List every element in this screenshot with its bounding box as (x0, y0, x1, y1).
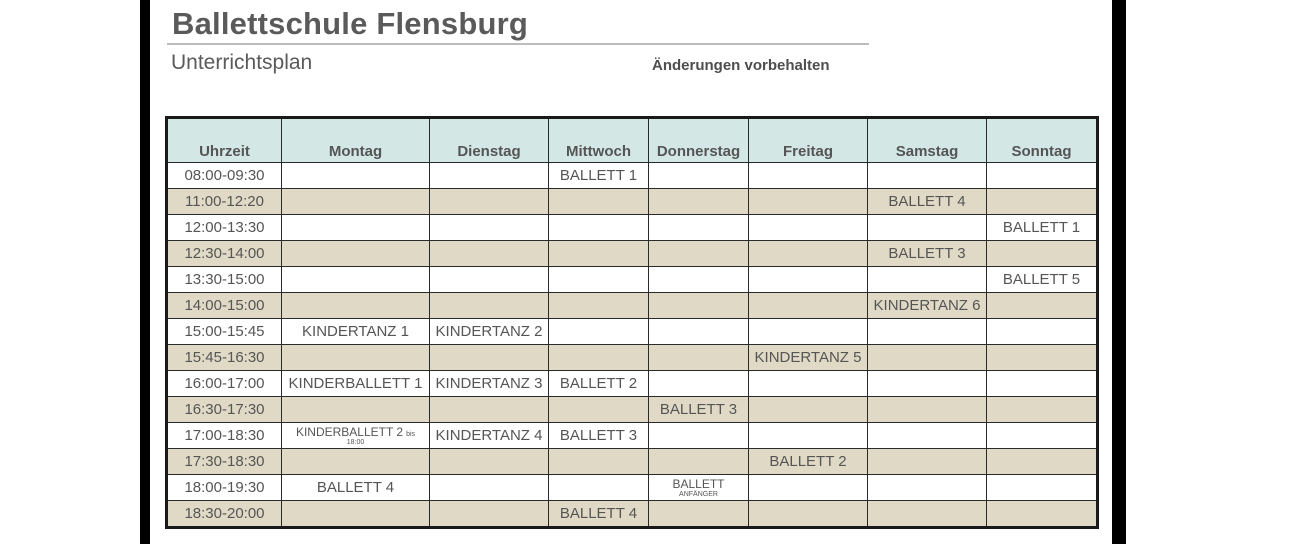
class-cell-sunday (987, 319, 1098, 345)
class-cell-sunday (987, 293, 1098, 319)
class-cell-thursday (649, 371, 749, 397)
schedule-body (167, 163, 1098, 528)
class-cell-thursday (649, 319, 749, 345)
class-cell-sunday (987, 163, 1098, 189)
time-cell: 18:30-20:00 (167, 501, 282, 528)
time-cell: 16:30-17:30 (167, 397, 282, 423)
class-cell-friday (749, 267, 868, 293)
table-row (167, 189, 1098, 215)
class-cell-wednesday (549, 397, 649, 423)
class-cell-saturday (868, 371, 987, 397)
column-header-tuesday: Dienstag (430, 118, 549, 163)
time-cell: 12:30-14:00 (167, 241, 282, 267)
class-cell-tuesday (430, 449, 549, 475)
class-cell-monday: BALLETT 4 (282, 475, 430, 501)
class-cell-sunday (987, 423, 1098, 449)
class-cell-tuesday (430, 397, 549, 423)
class-cell-saturday (868, 319, 987, 345)
class-cell-monday (282, 215, 430, 241)
class-cell-saturday (868, 423, 987, 449)
class-cell-thursday (649, 267, 749, 293)
time-cell: 18:00-19:30 (167, 475, 282, 501)
class-cell-friday (749, 215, 868, 241)
class-name: BALLETT (672, 476, 725, 491)
class-cell-tuesday (430, 267, 549, 293)
table-row (167, 475, 1098, 501)
class-cell-monday (282, 241, 430, 267)
class-cell-tuesday (430, 241, 549, 267)
class-cell-monday (282, 449, 430, 475)
time-cell: 12:00-13:30 (167, 215, 282, 241)
schedule-table (165, 116, 1099, 529)
class-note: ANFÄNGER (679, 490, 718, 498)
class-name: KINDERBALLETT 2 (295, 424, 404, 439)
table-row (167, 397, 1098, 423)
column-header-wednesday: Mittwoch (549, 118, 649, 163)
time-cell: 15:45-16:30 (167, 345, 282, 371)
time-cell: 16:00-17:00 (167, 371, 282, 397)
class-cell-friday (749, 241, 868, 267)
class-cell-monday: KINDERTANZ 1 (282, 319, 430, 345)
page-subtitle: Unterrichtsplan (171, 51, 313, 74)
class-cell-sunday: BALLETT 1 (987, 215, 1098, 241)
class-cell-thursday: BALLETT 3 (649, 397, 749, 423)
class-cell-friday (749, 163, 868, 189)
table-row (167, 293, 1098, 319)
class-cell-sunday (987, 449, 1098, 475)
changes-note: Änderungen vorbehalten (652, 57, 830, 74)
class-cell-wednesday: BALLETT 2 (549, 371, 649, 397)
class-cell-thursday (649, 163, 749, 189)
class-cell-tuesday (430, 293, 549, 319)
table-row (167, 501, 1098, 528)
time-cell: 17:00-18:30 (167, 423, 282, 449)
class-cell-saturday: BALLETT 4 (868, 189, 987, 215)
class-cell-tuesday (430, 475, 549, 501)
class-cell-saturday (868, 267, 987, 293)
class-cell-tuesday (430, 501, 549, 528)
class-cell-wednesday (549, 319, 649, 345)
class-cell-wednesday (549, 449, 649, 475)
class-cell-monday (282, 267, 430, 293)
class-cell-sunday (987, 371, 1098, 397)
class-cell-saturday (868, 501, 987, 528)
table-row (167, 163, 1098, 189)
class-cell-friday (749, 397, 868, 423)
class-cell-monday (282, 189, 430, 215)
class-cell-sunday (987, 475, 1098, 501)
class-cell-tuesday (430, 163, 549, 189)
class-cell-friday: KINDERTANZ 5 (749, 345, 868, 371)
class-cell-saturday: KINDERTANZ 6 (868, 293, 987, 319)
table-row (167, 449, 1098, 475)
class-cell-thursday (649, 449, 749, 475)
time-cell: 15:00-15:45 (167, 319, 282, 345)
class-cell-thursday (649, 345, 749, 371)
table-row (167, 345, 1098, 371)
time-cell: 13:30-15:00 (167, 267, 282, 293)
class-cell-wednesday (549, 189, 649, 215)
column-header-thursday: Donnerstag (649, 118, 749, 163)
class-cell-friday (749, 475, 868, 501)
class-cell-tuesday: KINDERTANZ 4 (430, 423, 549, 449)
class-cell-sunday (987, 501, 1098, 528)
class-cell-thursday (649, 241, 749, 267)
class-cell-friday (749, 423, 868, 449)
header-row (167, 118, 1098, 163)
class-cell-monday (282, 501, 430, 528)
class-cell-tuesday: KINDERTANZ 2 (430, 319, 549, 345)
table-row (167, 319, 1098, 345)
time-cell: 08:00-09:30 (167, 163, 282, 189)
class-cell-monday (282, 345, 430, 371)
column-header-saturday: Samstag (868, 118, 987, 163)
table-row (167, 241, 1098, 267)
class-cell-friday (749, 501, 868, 528)
class-cell-thursday (649, 189, 749, 215)
class-cell-saturday (868, 397, 987, 423)
column-header-friday: Freitag (749, 118, 868, 163)
class-cell-thursday (649, 215, 749, 241)
class-cell-sunday (987, 241, 1098, 267)
class-cell-thursday (649, 293, 749, 319)
class-cell-wednesday: BALLETT 1 (549, 163, 649, 189)
class-cell-wednesday (549, 345, 649, 371)
class-cell-friday: BALLETT 2 (749, 449, 868, 475)
class-cell-saturday (868, 475, 987, 501)
table-row (167, 267, 1098, 293)
class-cell-thursday (649, 475, 749, 501)
class-cell-sunday: BALLETT 5 (987, 267, 1098, 293)
class-cell-friday (749, 189, 868, 215)
time-cell: 14:00-15:00 (167, 293, 282, 319)
class-cell-friday (749, 371, 868, 397)
class-note-time: 18:00 (346, 438, 365, 446)
class-note: bis (406, 430, 416, 438)
class-cell-sunday (987, 189, 1098, 215)
class-cell-saturday (868, 215, 987, 241)
class-cell-sunday (987, 397, 1098, 423)
class-cell-wednesday (549, 267, 649, 293)
document-page (150, 0, 1112, 544)
class-cell-saturday: BALLETT 3 (868, 241, 987, 267)
class-cell-tuesday (430, 189, 549, 215)
class-cell-monday (282, 397, 430, 423)
class-cell-tuesday (430, 215, 549, 241)
time-cell: 17:30-18:30 (167, 449, 282, 475)
class-cell-tuesday (430, 345, 549, 371)
class-cell-wednesday (549, 475, 649, 501)
table-row (167, 423, 1098, 449)
column-header-sunday: Sonntag (987, 118, 1098, 163)
class-cell-tuesday: KINDERTANZ 3 (430, 371, 549, 397)
class-cell-wednesday (549, 215, 649, 241)
class-cell-saturday (868, 449, 987, 475)
class-cell-monday (282, 163, 430, 189)
table-row (167, 371, 1098, 397)
class-cell-saturday (868, 163, 987, 189)
class-cell-friday (749, 293, 868, 319)
class-cell-wednesday: BALLETT 3 (549, 423, 649, 449)
column-header-time: Uhrzeit (167, 118, 282, 163)
class-cell-monday: KINDERBALLETT 1 (282, 371, 430, 397)
class-cell-wednesday: BALLETT 4 (549, 501, 649, 528)
table-row (167, 215, 1098, 241)
class-cell-thursday (649, 501, 749, 528)
class-cell-sunday (987, 345, 1098, 371)
class-cell-saturday (868, 345, 987, 371)
title-divider (167, 43, 869, 45)
class-cell-monday (282, 423, 430, 449)
class-cell-wednesday (549, 241, 649, 267)
class-cell-friday (749, 319, 868, 345)
class-cell-wednesday (549, 293, 649, 319)
class-cell-thursday (649, 423, 749, 449)
page-title: Ballettschule Flensburg (172, 6, 528, 41)
time-cell: 11:00-12:20 (167, 189, 282, 215)
class-cell-monday (282, 293, 430, 319)
column-header-monday: Montag (282, 118, 430, 163)
